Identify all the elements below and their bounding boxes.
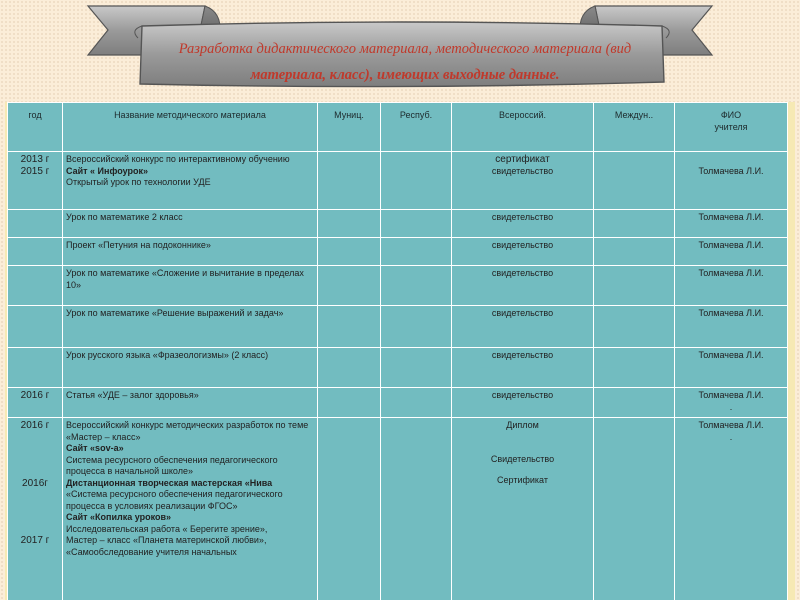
fio-text: Толмачева Л.И. bbox=[698, 420, 764, 430]
cell-fio: Толмачева Л.И. bbox=[675, 348, 788, 388]
header-fio-line2: учителя bbox=[714, 122, 748, 132]
cell-year bbox=[8, 266, 63, 306]
award-text: Диплом bbox=[506, 420, 539, 430]
award-text: сертификат bbox=[495, 154, 550, 165]
cell-mezhdun bbox=[594, 152, 675, 210]
cell-vseross bbox=[452, 418, 594, 600]
header-fio bbox=[675, 103, 788, 152]
cell-vseross: свидетельство bbox=[452, 210, 594, 238]
cell-mezhdun bbox=[594, 306, 675, 348]
award-text: Свидетельство bbox=[490, 453, 555, 464]
header-year: год bbox=[8, 103, 63, 152]
cell-mezhdun bbox=[594, 210, 675, 238]
header-mezhdun: Междун.. bbox=[594, 103, 675, 152]
header-name: Название методического материала bbox=[63, 103, 318, 152]
header-munic: Муниц. bbox=[318, 103, 381, 152]
cell-vseross: свидетельство bbox=[452, 238, 594, 266]
table-row bbox=[8, 388, 788, 418]
materials-table-container bbox=[5, 102, 795, 600]
cell-fio: Толмачева Л.И. bbox=[675, 210, 788, 238]
name-text: Система ресурсного обеспечения педагогического процесса в начальной школе» bbox=[66, 454, 278, 476]
cell-name: Урок по математике 2 класс bbox=[63, 210, 318, 238]
cell-year: 2016 г bbox=[8, 388, 63, 418]
cell-year bbox=[8, 152, 63, 210]
table-row bbox=[8, 152, 788, 210]
title-line-2: материала, класс), имеющих выходные данные. bbox=[250, 67, 560, 83]
cell-respub bbox=[381, 306, 452, 348]
cell-respub bbox=[381, 266, 452, 306]
title-banner bbox=[0, 0, 800, 100]
name-text: Всероссийский конкурс методических разработок по теме «Мастер – класс» bbox=[66, 420, 309, 442]
title-line-1: Разработка дидактического материала, методического материала (вид bbox=[178, 41, 632, 57]
cell-fio: Толмачева Л.И. bbox=[675, 152, 788, 210]
name-text: Открытый урок по технологии УДЕ bbox=[66, 177, 211, 187]
header-respub: Респуб. bbox=[381, 103, 452, 152]
award-text: Сертификат bbox=[497, 475, 548, 485]
site-name-text: Сайт «sov-a» bbox=[66, 443, 124, 453]
cell-munic bbox=[318, 306, 381, 348]
year-text: 2017 г bbox=[20, 535, 50, 546]
cell-vseross: свидетельство bbox=[452, 266, 594, 306]
cell-year bbox=[8, 306, 63, 348]
header-fio-line1: ФИО bbox=[720, 110, 742, 120]
cell-mezhdun bbox=[594, 348, 675, 388]
cell-munic bbox=[318, 348, 381, 388]
table-header-row bbox=[8, 103, 788, 152]
cell-munic bbox=[318, 238, 381, 266]
site-name-text: Сайт «Копилка уроков» bbox=[66, 512, 172, 522]
cell-name: Урок по математике «Сложение и вычитание в пределах 10» bbox=[63, 266, 318, 306]
year-text: 2016г bbox=[22, 477, 48, 489]
cell-name: Статья «УДЕ – залог здоровья» bbox=[63, 388, 318, 418]
table-row bbox=[8, 348, 788, 388]
cell-mezhdun bbox=[594, 266, 675, 306]
cell-respub bbox=[381, 210, 452, 238]
cell-fio: Толмачева Л.И. bbox=[675, 306, 788, 348]
cell-vseross: свидетельство bbox=[452, 348, 594, 388]
table-row bbox=[8, 418, 788, 600]
award-text: свидетельство bbox=[491, 165, 554, 176]
cell-year bbox=[8, 348, 63, 388]
year-text: 2016 г bbox=[20, 420, 50, 431]
cell-fio: Толмачева Л.И. bbox=[675, 238, 788, 266]
fio-dot: . bbox=[729, 401, 733, 412]
materials-table bbox=[7, 102, 788, 600]
cell-munic bbox=[318, 418, 381, 600]
name-text: Всероссийский конкурс по интерактивному обучению bbox=[66, 154, 290, 164]
cell-munic bbox=[318, 210, 381, 238]
cell-respub bbox=[381, 388, 452, 418]
cell-munic bbox=[318, 266, 381, 306]
cell-munic bbox=[318, 152, 381, 210]
table-row bbox=[8, 210, 788, 238]
cell-munic bbox=[318, 388, 381, 418]
table-row bbox=[8, 266, 788, 306]
cell-name bbox=[63, 152, 318, 210]
header-vseross: Всероссий. bbox=[452, 103, 594, 152]
cell-name: Урок русского языка «Фразеологизмы» (2 класс) bbox=[63, 348, 318, 388]
name-text: Мастер – класс «Планета материнской любви», bbox=[66, 535, 267, 545]
cell-year bbox=[8, 238, 63, 266]
cell-respub bbox=[381, 152, 452, 210]
year-text: 2015 г bbox=[20, 165, 50, 177]
cell-respub bbox=[381, 418, 452, 600]
cell-fio: Толмачева Л.И. bbox=[675, 266, 788, 306]
page-title bbox=[150, 36, 660, 88]
cell-vseross: свидетельство bbox=[452, 388, 594, 418]
name-text: Исследовательская работа « Берегите зрение», bbox=[66, 523, 268, 534]
cell-year bbox=[8, 210, 63, 238]
fio-dot: . bbox=[729, 431, 733, 442]
cell-fio bbox=[675, 418, 788, 600]
site-name-text: Дистанционная творческая мастерская «Нива bbox=[66, 477, 273, 488]
year-text: 2013 г bbox=[20, 154, 50, 165]
cell-mezhdun bbox=[594, 238, 675, 266]
cell-name bbox=[63, 418, 318, 600]
cell-year bbox=[8, 418, 63, 600]
cell-respub bbox=[381, 238, 452, 266]
cell-mezhdun bbox=[594, 418, 675, 600]
name-text: «Самообследование учителя начальных bbox=[66, 546, 237, 557]
cell-vseross bbox=[452, 152, 594, 210]
cell-vseross: свидетельство bbox=[452, 306, 594, 348]
cell-name: Урок по математике «Решение выражений и задач» bbox=[63, 306, 318, 348]
cell-respub bbox=[381, 348, 452, 388]
name-text: «Система ресурсного обеспечения педагогического процесса в условиях реализации ФГОС» bbox=[66, 489, 283, 511]
table-row bbox=[8, 238, 788, 266]
cell-fio bbox=[675, 388, 788, 418]
cell-name: Проект «Петуния на подоконнике» bbox=[63, 238, 318, 266]
fio-text: Толмачева Л.И. bbox=[698, 390, 764, 400]
table-row bbox=[8, 306, 788, 348]
site-name-text: Сайт « Инфоурок» bbox=[66, 165, 148, 176]
cell-mezhdun bbox=[594, 388, 675, 418]
